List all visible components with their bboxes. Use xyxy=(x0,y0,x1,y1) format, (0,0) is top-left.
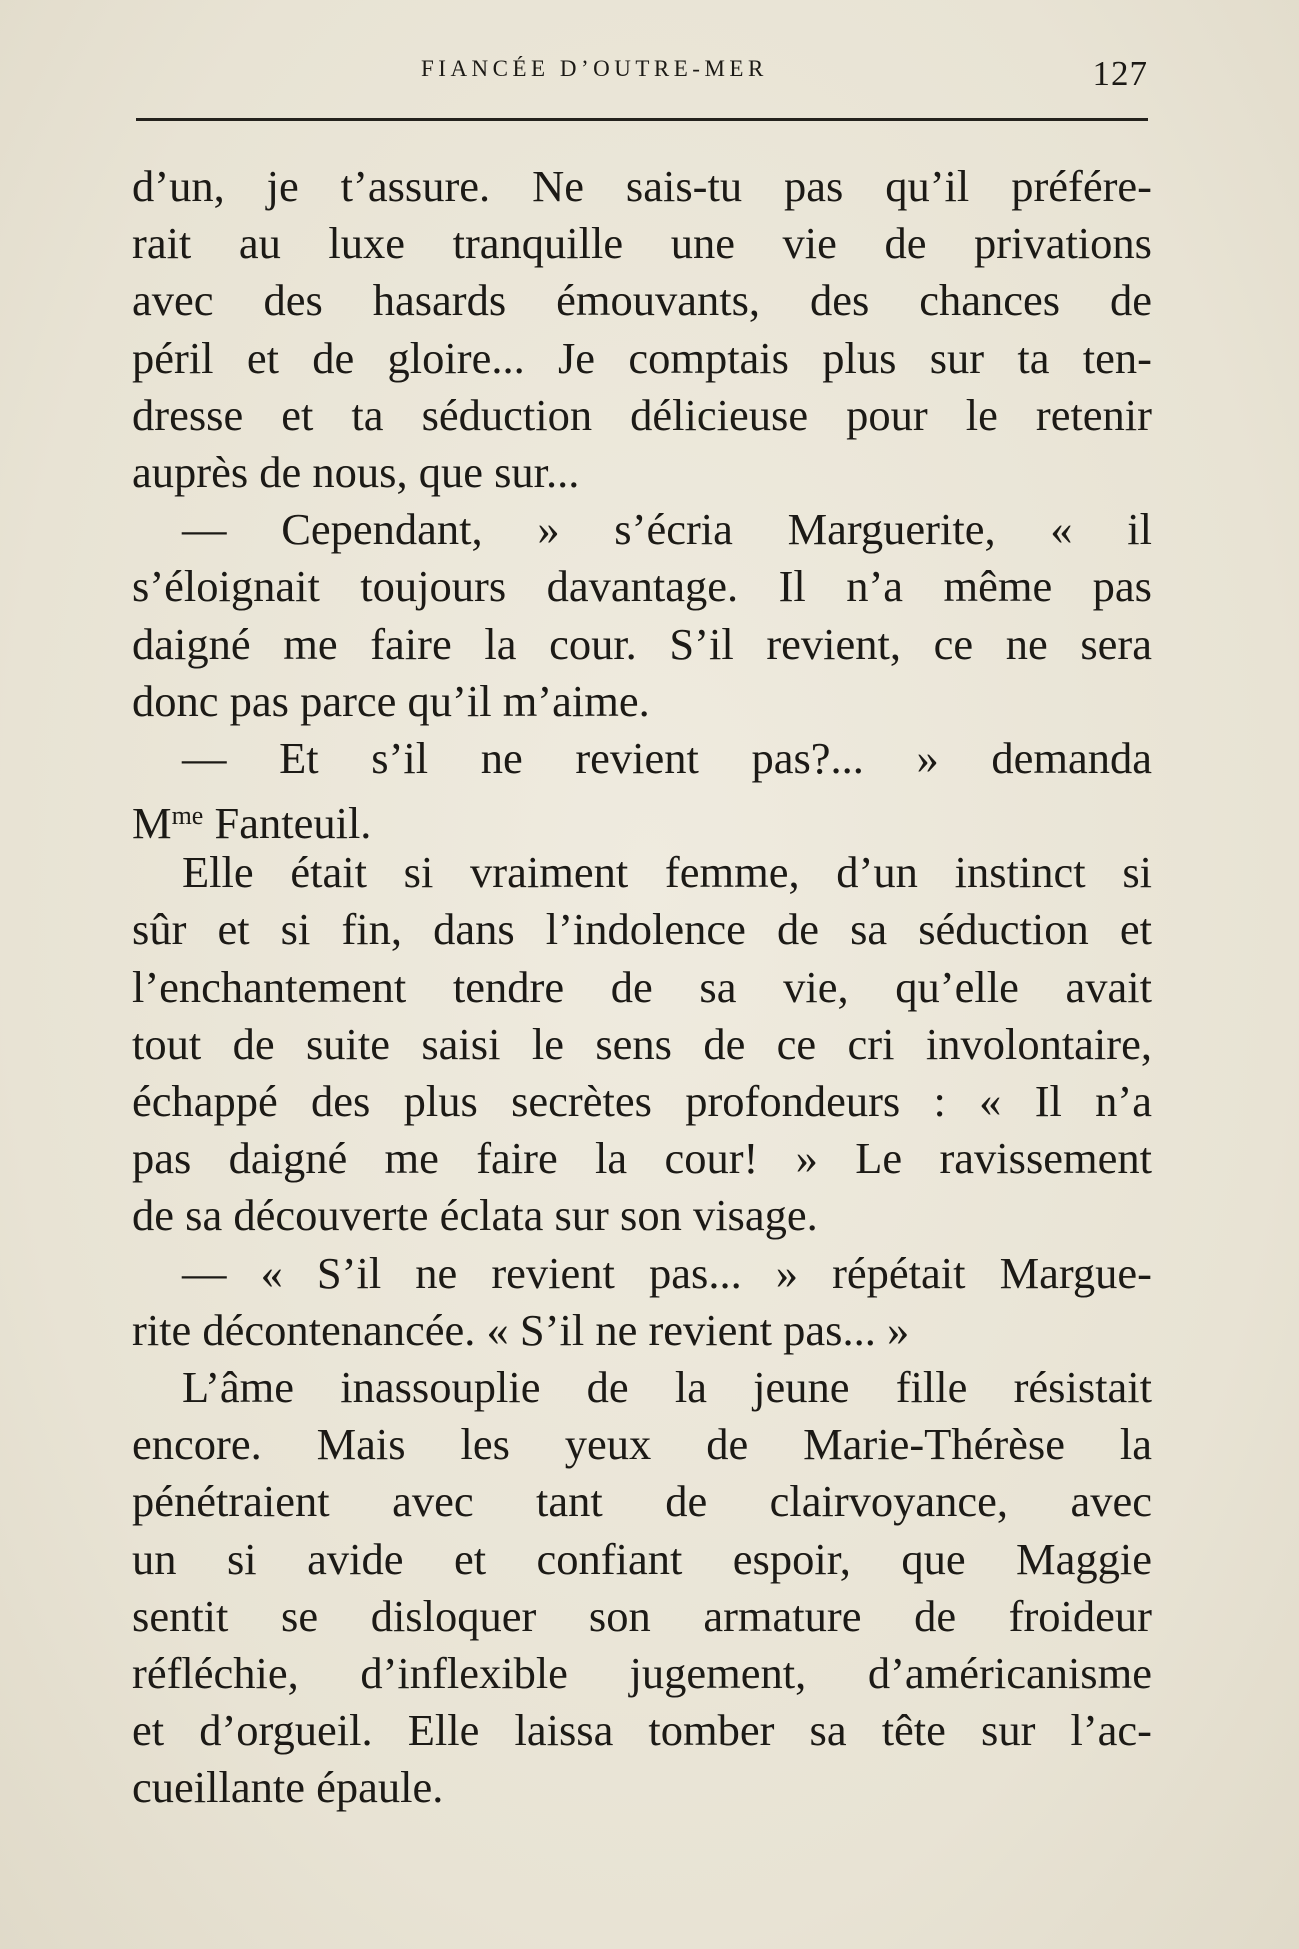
text-line: cueillante épaule. xyxy=(132,1762,444,1813)
text-line: et d’orgueil. Elle laissa tomber sa tête sur l’ac- xyxy=(132,1705,1152,1756)
abbrev-name: Fanteuil. xyxy=(214,798,372,845)
text-line: pénétraient avec tant de clairvoyance, avec xyxy=(132,1476,1152,1527)
page-number: 127 xyxy=(1092,54,1148,93)
running-title: FIANCÉE D’OUTRE-MER xyxy=(421,56,768,81)
text-line: sentit se disloquer son armature de froideur xyxy=(132,1590,1152,1641)
text-line: — Et s’il ne revient pas?... » demanda xyxy=(182,732,1152,783)
text-line: échappé des plus secrètes profondeurs : « Il n’a xyxy=(132,1076,1152,1126)
text-line: daigné me faire la cour. S’il revient, ce ne sera xyxy=(132,618,1152,669)
text-line: L’âme inassouplie de la jeune fille résistait xyxy=(182,1361,1152,1412)
text-line: réfléchie, d’inflexible jugement, d’américanisme xyxy=(132,1647,1152,1698)
abbrev-base: M xyxy=(132,798,172,845)
text-line: auprès de nous, que sur... xyxy=(132,446,580,497)
text-line: rite décontenancée. « S’il ne revient pas... » xyxy=(132,1304,910,1355)
text-line: — « S’il ne revient pas... » répétait Margue- xyxy=(182,1247,1152,1298)
running-head xyxy=(136,52,1148,92)
text-line: avec des hasards émouvants, des chances de xyxy=(132,275,1152,326)
text-line: donc pas parce qu’il m’aime. xyxy=(132,675,650,726)
text-line: Elle était si vraiment femme, d’un instinct si xyxy=(182,847,1152,898)
text-line: de sa découverte éclata sur son visage. xyxy=(132,1190,818,1241)
text-line: l’enchantement tendre de sa vie, qu’elle avait xyxy=(132,961,1152,1012)
text-line: dresse et ta séduction délicieuse pour le retenir xyxy=(132,389,1152,440)
body-text xyxy=(132,158,1152,1816)
text-line-abbrev xyxy=(132,787,1152,844)
text-line: — Cependant, » s’écria Marguerite, « il xyxy=(182,504,1152,555)
text-line: tout de suite saisi le sens de ce cri involontaire, xyxy=(132,1018,1152,1069)
text-line: un si avide et confiant espoir, que Maggie xyxy=(132,1533,1152,1584)
text-line: péril et de gloire... Je comptais plus sur ta ten- xyxy=(132,332,1152,383)
header-rule xyxy=(136,118,1148,121)
text-line: d’un, je t’assure. Ne sais-tu pas qu’il préfére- xyxy=(132,161,1152,211)
text-line: pas daigné me faire la cour! » Le ravissement xyxy=(132,1133,1152,1184)
text-line: s’éloignait toujours davantage. Il n’a même pas xyxy=(132,561,1152,612)
text-line: encore. Mais les yeux de Marie-Thérèse la xyxy=(132,1419,1152,1470)
abbrev-superscript: me xyxy=(171,801,204,831)
text-line: sûr et si fin, dans l’indolence de sa séduction et xyxy=(132,904,1152,955)
text-line: rait au luxe tranquille une vie de privations xyxy=(132,218,1152,269)
